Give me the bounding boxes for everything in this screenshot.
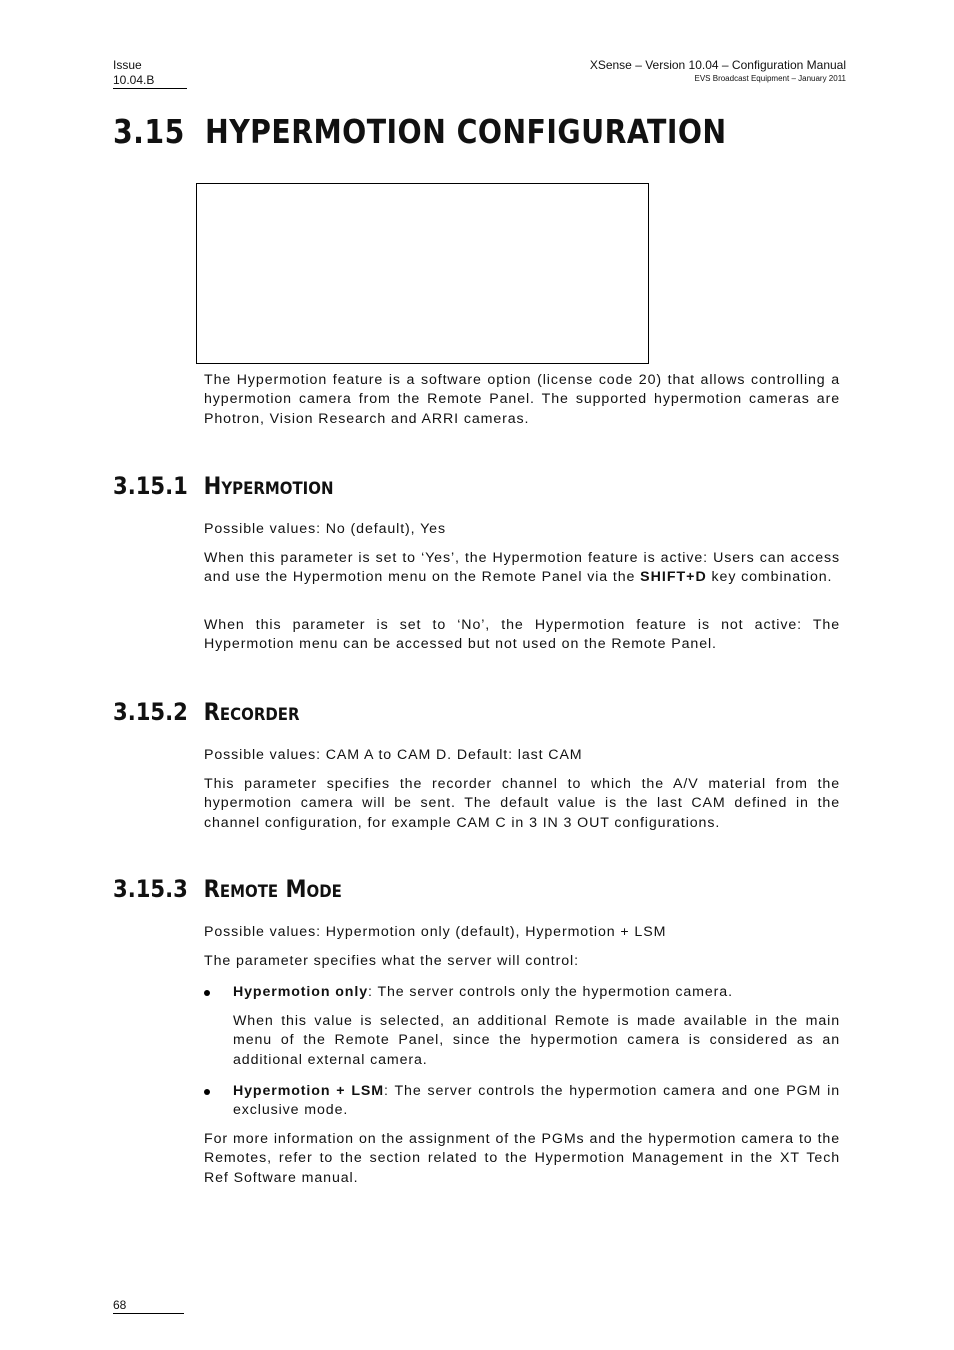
section-number: 3.15 [113, 112, 185, 151]
issue-number: 10.04.B [113, 73, 187, 89]
bullet-text [233, 983, 840, 1002]
paragraph-closing: For more information on the assignment of the PGMs and the hypermotion camera to the Remotes, refer to the section related to the Hypermotion Management in the XT Tech Ref Software manual. [204, 1131, 840, 1186]
paragraph-recorder: This parameter specifies the recorder channel to which the A/V material from the hypermotion camera will be sent. The default value is the last CAM defined in the channel configuration, for example CAM C in 3 IN 3 OUT configurations. [204, 776, 840, 831]
subsection-title: Recorder [203, 698, 300, 726]
subsection-heading-recorder [113, 698, 300, 726]
subsection-number: 3.15.1 [113, 472, 188, 500]
subsection-title: Hypermotion [203, 472, 334, 500]
paragraph-text: key combination. [706, 569, 833, 586]
bullet-icon [204, 1089, 210, 1095]
paragraph-yes [204, 549, 840, 588]
subsection-heading-hypermotion [113, 472, 333, 500]
section-heading [113, 112, 727, 151]
paragraph-text: When this parameter is set to ‘Yes’, the Hypermotion feature is active: Users can access and use the Hypermotion menu on the Remote Panel via the [204, 550, 840, 586]
bullet-text [233, 1082, 840, 1121]
bullet-icon [204, 990, 210, 996]
page-number: 68 [113, 1298, 184, 1314]
paragraph-remote-mode: The parameter specifies what the server will control: [204, 953, 579, 969]
possible-values: Possible values: CAM A to CAM D. Default: last CAM [204, 747, 583, 763]
paragraph-no: When this parameter is set to ‘No’, the Hypermotion feature is not active: The Hypermotion menu can be accessed but not used on the Remote Panel. [204, 617, 840, 653]
bullet-description: : The server controls only the hypermotion camera. [368, 984, 733, 1000]
section-title: HYPERMOTION CONFIGURATION [205, 112, 727, 151]
subsection-number: 3.15.3 [113, 875, 188, 903]
bullet-description: : The server controls the hypermotion camera and one PGM in exclusive mode. [233, 1083, 840, 1119]
bullet-term: Hypermotion + LSM [233, 1083, 384, 1099]
figure-frame [196, 183, 649, 364]
subsection-heading-remote-mode [113, 875, 342, 903]
key-combination: SHIFT+D [640, 569, 707, 586]
section-intro: The Hypermotion feature is a software option (license code 20) that allows controlling a hypermotion camera from the Remote Panel. The supported hypermotion cameras are Photron, Vision Research and ARRI cameras. [204, 372, 840, 427]
bullet-extra: When this value is selected, an additional Remote is made available in the main menu of the Remote Panel, since the hypermotion camera is considered as an additional external camera. [233, 1013, 840, 1068]
doc-title: XSense – Version 10.04 – Configuration Manual [589, 58, 846, 72]
issue-label: Issue [113, 58, 142, 72]
doc-subtitle: EVS Broadcast Equipment – January 2011 [694, 74, 846, 83]
header-issue [113, 58, 187, 89]
possible-values: Possible values: No (default), Yes [204, 521, 446, 537]
bullet-term: Hypermotion only [233, 984, 369, 1000]
subsection-number: 3.15.2 [113, 698, 188, 726]
subsection-title: Remote Mode [203, 875, 342, 903]
possible-values: Possible values: Hypermotion only (default), Hypermotion + LSM [204, 924, 667, 940]
header-title [590, 58, 846, 84]
footer [113, 1298, 184, 1314]
